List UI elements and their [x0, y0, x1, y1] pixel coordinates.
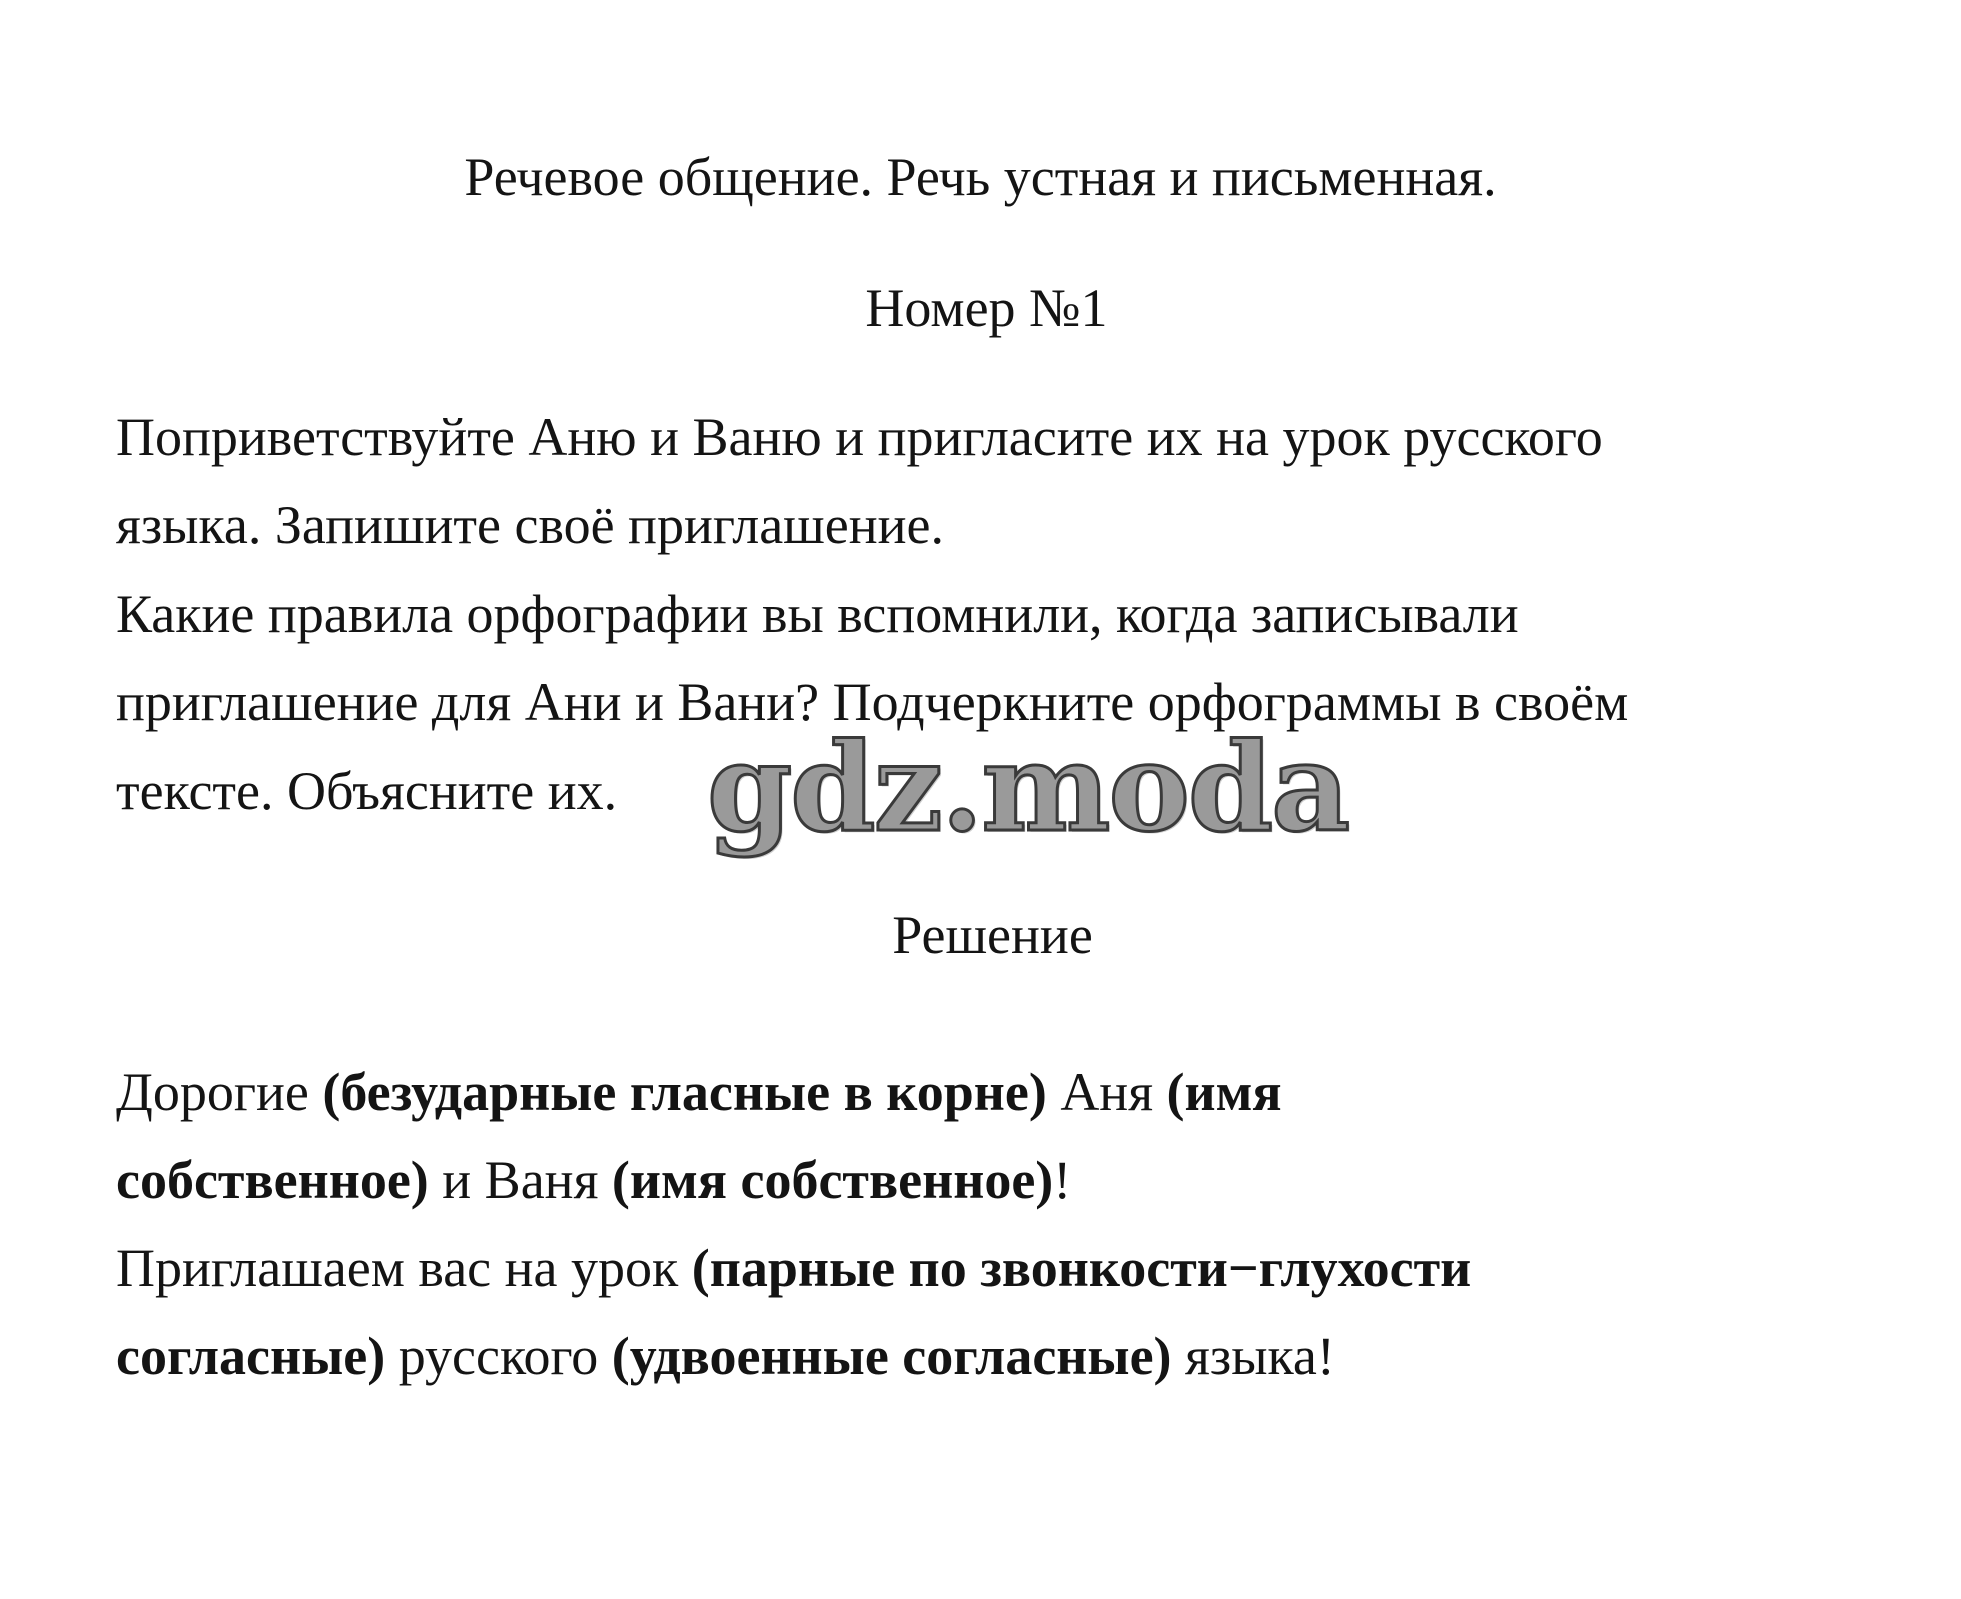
task-line: Поприветствуйте Аню и Ваню и пригласите их на урок русского [116, 407, 1603, 467]
spelling-rule-note: (имя собственное) [611, 1150, 1054, 1210]
spelling-rule-note: (безударные гласные в корне) [322, 1062, 1047, 1122]
answer-text-span: и Ваня [428, 1150, 612, 1210]
spelling-rule-note: (удвоенные согласные) [611, 1326, 1172, 1386]
spelling-rule-note: (парные по звонкости−глухости [691, 1238, 1472, 1298]
answer-text-span: ! [1053, 1150, 1072, 1210]
answer-line [116, 1236, 1471, 1300]
spelling-rule-note: собственное) [116, 1150, 429, 1210]
page-title: Речевое общение. Речь устная и письменная. [464, 147, 1497, 207]
answer-text-span: Дорогие [116, 1062, 323, 1122]
answer-line [116, 1060, 1282, 1124]
task-line: тексте. Объясните их. [116, 761, 618, 821]
answer-text-span: Приглашаем вас на урок [116, 1238, 692, 1298]
answer-text-span: русского [385, 1326, 612, 1386]
task-line: Какие правила орфографии вы вспомнили, когда записывали [116, 584, 1519, 644]
answer-line [116, 1324, 1335, 1388]
answer-text-span: Аня [1046, 1062, 1167, 1122]
watermark-logo: gdz.moda [707, 715, 1349, 859]
task-line: приглашение для Ани и Вани? Подчеркните орфограммы в своём [116, 672, 1629, 732]
solution-heading: Решение [892, 905, 1093, 965]
answer-text-span: языка! [1171, 1326, 1335, 1386]
spelling-rule-note: согласные) [116, 1326, 386, 1386]
exercise-number: Номер №1 [865, 278, 1108, 338]
task-line: языка. Запишите своё приглашение. [116, 495, 944, 555]
answer-line [116, 1148, 1071, 1212]
spelling-rule-note: (имя [1166, 1062, 1282, 1122]
